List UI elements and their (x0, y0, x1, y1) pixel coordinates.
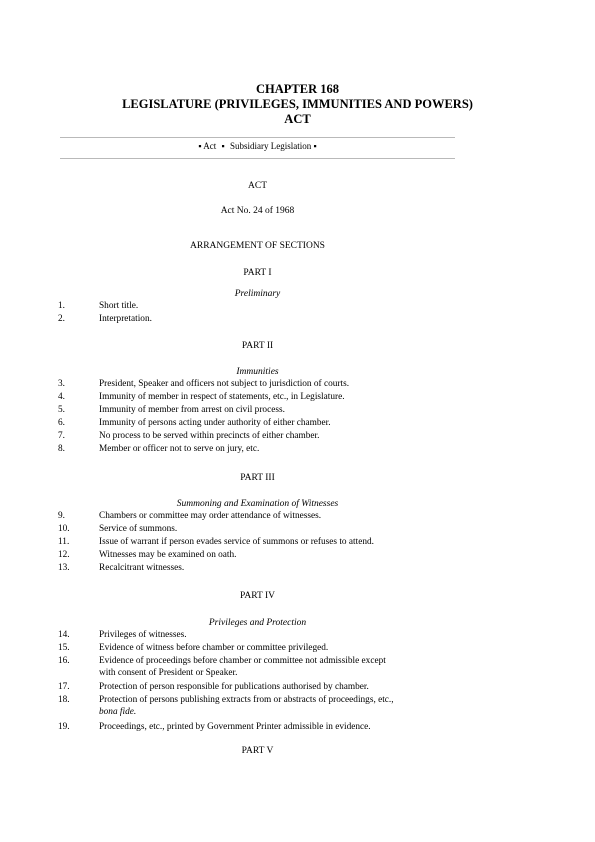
subsidiary-legislation-link[interactable]: Subsidiary Legislation (229, 141, 312, 151)
section-number: 13. (58, 563, 70, 573)
section-number: 2. (58, 314, 65, 324)
section-number: 8. (58, 444, 65, 454)
section-title: Protection of person responsible for publications authorised by chamber. (99, 682, 369, 692)
act-number: Act No. 24 of 1968 (220, 206, 295, 216)
part-label: PART III (240, 473, 275, 483)
section-number: 5. (58, 405, 65, 415)
section-title: Member or officer not to serve on jury, etc. (99, 444, 260, 454)
section-number: 16. (58, 656, 70, 666)
section-title: Interpretation. (99, 314, 152, 324)
section-number: 3. (58, 379, 65, 389)
part-heading: Immunities (236, 367, 279, 377)
section-title: Issue of warrant if person evades service of summons or refuses to attend. (99, 537, 374, 547)
arrangement-heading: ARRANGEMENT OF SECTIONS (190, 241, 325, 251)
section-title: Immunity of member from arrest on civil process. (99, 405, 285, 415)
act-title: LEGISLATURE (PRIVILEGES, IMMUNITIES AND POWERS) (122, 97, 473, 111)
section-title: Immunity of member in respect of statements, etc., in Legislature. (99, 392, 345, 402)
section-title: Evidence of witness before chamber or committee privileged. (99, 643, 329, 653)
section-title: No process to be served within precincts of either chamber. (99, 431, 320, 441)
section-number: 14. (58, 630, 70, 640)
section-title: Privileges of witnesses. (99, 630, 187, 640)
section-title-continued: with consent of President or Speaker. (99, 668, 238, 678)
part-heading: Privileges and Protection (208, 618, 307, 628)
part-label: PART I (243, 268, 272, 278)
section-number: 12. (58, 550, 70, 560)
section-number: 18. (58, 695, 70, 705)
section-number: 9. (58, 511, 65, 521)
bullet-icon: ▪ (198, 141, 202, 151)
section-title: Witnesses may be examined on oath. (99, 550, 237, 560)
top-divider (60, 137, 455, 138)
part-label: PART IV (239, 591, 276, 601)
part-label: PART II (241, 341, 274, 351)
section-title: Chambers or committee may order attendance of witnesses. (99, 511, 322, 521)
part-heading: Preliminary (234, 289, 281, 299)
section-number: 6. (58, 418, 65, 428)
section-number: 1. (58, 301, 65, 311)
section-title: Short title. (99, 301, 139, 311)
section-number: 10. (58, 524, 70, 534)
section-number: 4. (58, 392, 65, 402)
act-heading: ACT (248, 181, 267, 191)
bullet-icon: ▪ (221, 141, 225, 151)
section-title: Recalcitrant witnesses. (99, 563, 185, 573)
section-number: 7. (58, 431, 65, 441)
section-number: 19. (58, 722, 70, 732)
section-title: Proceedings, etc., printed by Government Printer admissible in evidence. (99, 722, 371, 732)
nav-divider (60, 158, 455, 159)
section-number: 17. (58, 682, 70, 692)
chapter-number: CHAPTER 168 (256, 82, 339, 96)
act-title-suffix: ACT (284, 112, 311, 126)
section-title: Protection of persons publishing extracts from or abstracts of proceedings, etc., (99, 695, 394, 705)
bullet-icon: ▪ (313, 141, 317, 151)
section-title-continued: bona fide. (99, 707, 137, 717)
section-number: 11. (58, 537, 70, 547)
document-nav (0, 141, 515, 151)
section-title: President, Speaker and officers not subject to jurisdiction of courts. (99, 379, 350, 389)
part-label: PART V (241, 746, 274, 756)
section-number: 15. (58, 643, 70, 653)
part-heading: Summoning and Examination of Witnesses (176, 499, 339, 509)
section-title: Immunity of persons acting under authority of either chamber. (99, 418, 331, 428)
section-title: Evidence of proceedings before chamber or committee not admissible except (99, 656, 386, 666)
act-link[interactable]: Act (203, 141, 217, 151)
section-title: Service of summons. (99, 524, 178, 534)
